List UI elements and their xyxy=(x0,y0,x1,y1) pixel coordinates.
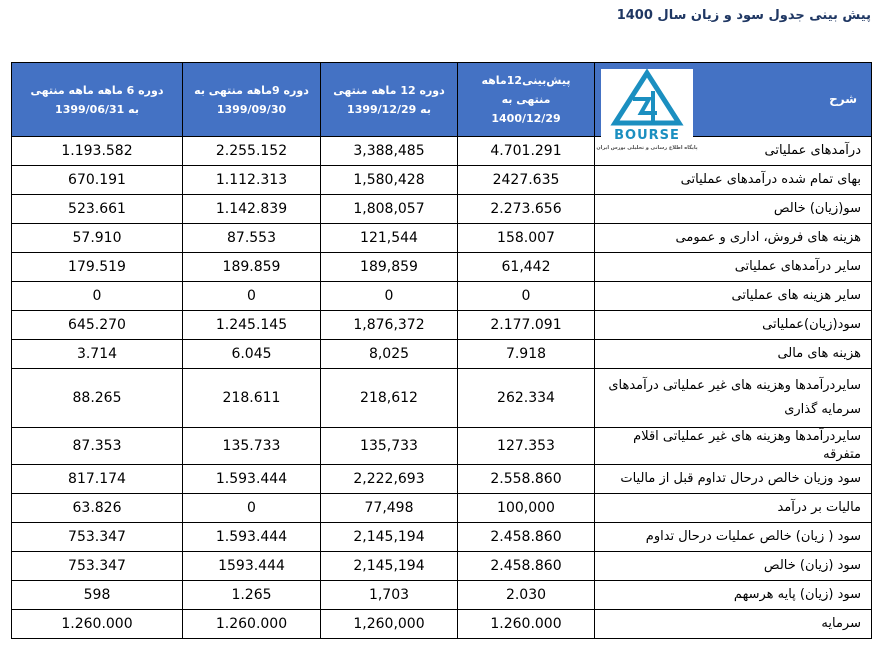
profit-loss-table xyxy=(11,62,872,639)
table-row xyxy=(12,494,872,523)
cell-9-month: 1.245.145 xyxy=(183,311,321,340)
cell-12-month: 2,145,194 xyxy=(321,552,458,581)
cell-12-month: 1,260,000 xyxy=(321,610,458,639)
cell-forecast: 0 xyxy=(458,282,595,311)
row-description: سایر درآمدهای عملیاتی xyxy=(595,253,872,282)
header-forecast-line3: 1400/12/29 xyxy=(491,112,561,125)
table-row xyxy=(12,523,872,552)
header-9m-line2: 1399/09/30 xyxy=(216,102,287,116)
cell-6-month: 3.714 xyxy=(12,340,183,369)
cell-9-month: 6.045 xyxy=(183,340,321,369)
table-row xyxy=(12,552,872,581)
cell-6-month: 645.270 xyxy=(12,311,183,340)
cell-forecast: 61,442 xyxy=(458,253,595,282)
table-row xyxy=(12,340,872,369)
table-row xyxy=(12,282,872,311)
row-description: سود (زیان) خالص xyxy=(595,552,872,581)
cell-forecast: 2.458.860 xyxy=(458,552,595,581)
cell-6-month: 87.353 xyxy=(12,428,183,465)
cell-12-month: 2,222,693 xyxy=(321,465,458,494)
cell-12-month: 1,580,428 xyxy=(321,166,458,195)
cell-forecast: 2.458.860 xyxy=(458,523,595,552)
cell-9-month: 1.112.313 xyxy=(183,166,321,195)
row-description: سود(زیان)عملیاتی xyxy=(595,311,872,340)
cell-forecast: 2.558.860 xyxy=(458,465,595,494)
row-description: سو(زیان) خالص xyxy=(595,195,872,224)
cell-forecast: 127.353 xyxy=(458,428,595,465)
cell-9-month: 1593.444 xyxy=(183,552,321,581)
cell-6-month: 57.910 xyxy=(12,224,183,253)
header-9-month-1399 xyxy=(183,63,321,137)
row-description: هزینه های فروش، اداری و عمومی xyxy=(595,224,872,253)
cell-6-month: 598 xyxy=(12,581,183,610)
cell-12-month: 1,876,372 xyxy=(321,311,458,340)
header-9m-line1: دوره 9ماهه منتهی به xyxy=(194,83,309,97)
cell-forecast: 7.918 xyxy=(458,340,595,369)
cell-6-month: 1.260.000 xyxy=(12,610,183,639)
header-forecast-line1: پیش‌بینی12ماهه xyxy=(481,74,571,87)
cell-forecast: 262.334 xyxy=(458,369,595,428)
table-row xyxy=(12,137,872,166)
cell-12-month: 121,544 xyxy=(321,224,458,253)
cell-6-month: 63.826 xyxy=(12,494,183,523)
cell-12-month: 8,025 xyxy=(321,340,458,369)
cell-6-month: 179.519 xyxy=(12,253,183,282)
cell-12-month: 1,703 xyxy=(321,581,458,610)
table-row xyxy=(12,195,872,224)
cell-9-month: 0 xyxy=(183,494,321,523)
table-header-row xyxy=(12,63,872,137)
cell-12-month: 1,808,057 xyxy=(321,195,458,224)
table-row xyxy=(12,166,872,195)
table-row xyxy=(12,311,872,340)
cell-forecast: 100,000 xyxy=(458,494,595,523)
cell-6-month: 817.174 xyxy=(12,465,183,494)
row-description: سود (زیان) پایه هرسهم xyxy=(595,581,872,610)
table-row xyxy=(12,465,872,494)
cell-12-month: 189,859 xyxy=(321,253,458,282)
cell-9-month: 218.611 xyxy=(183,369,321,428)
cell-6-month: 753.347 xyxy=(12,552,183,581)
row-description: سایردرآمدها وهزینه های غیر عملیاتی درآمدهای سرمایه گذاری xyxy=(595,369,872,428)
header-forecast-line2: منتهی به xyxy=(501,93,551,106)
cell-6-month: 670.191 xyxy=(12,166,183,195)
header-12-month-1399 xyxy=(321,63,458,137)
svg-text:پایگاه اطلاع رسانی و تحلیلی بو: پایگاه اطلاع رسانی و تحلیلی بورس ایران xyxy=(596,145,698,151)
row-description: سرمایه xyxy=(595,610,872,639)
row-description: سود وزیان خالص درحال تداوم قبل از مالیات xyxy=(595,465,872,494)
header-12m-line2: به 1399/12/29 xyxy=(347,102,431,116)
header-forecast-1400 xyxy=(458,63,595,137)
row-description: هزینه های مالی xyxy=(595,340,872,369)
cell-9-month: 2.255.152 xyxy=(183,137,321,166)
cell-9-month: 0 xyxy=(183,282,321,311)
cell-12-month: 135,733 xyxy=(321,428,458,465)
bourse-logo-icon xyxy=(596,69,698,153)
cell-9-month: 1.142.839 xyxy=(183,195,321,224)
cell-9-month: 1.260.000 xyxy=(183,610,321,639)
cell-forecast: 158.007 xyxy=(458,224,595,253)
page-title: پیش بینی جدول سود و زیان سال 1400 xyxy=(616,8,871,23)
cell-9-month: 87.553 xyxy=(183,224,321,253)
bourse-logo xyxy=(596,69,698,153)
header-12m-line1: دوره 12 ماهه منتهی xyxy=(333,83,445,97)
table-row xyxy=(12,581,872,610)
cell-9-month: 1.265 xyxy=(183,581,321,610)
table-row xyxy=(12,369,872,428)
cell-6-month: 753.347 xyxy=(12,523,183,552)
cell-12-month: 77,498 xyxy=(321,494,458,523)
row-description: سود ( زیان) خالص عملیات درحال تداوم xyxy=(595,523,872,552)
header-6m-line2: به 1399/06/31 xyxy=(55,102,139,116)
cell-6-month: 1.193.582 xyxy=(12,137,183,166)
table-row xyxy=(12,428,872,465)
cell-9-month: 1.593.444 xyxy=(183,523,321,552)
cell-12-month: 3,388,485 xyxy=(321,137,458,166)
cell-6-month: 0 xyxy=(12,282,183,311)
row-description: سایردرآمدها وهزینه های غیر عملیاتی اقلام متفرقه xyxy=(595,428,872,465)
table-row xyxy=(12,224,872,253)
row-description: بهای تمام شده درآمدهای عملیاتی xyxy=(595,166,872,195)
cell-9-month: 1.593.444 xyxy=(183,465,321,494)
table-row xyxy=(12,610,872,639)
row-description: مالیات بر درآمد xyxy=(595,494,872,523)
cell-12-month: 0 xyxy=(321,282,458,311)
row-description: سایر هزینه های عملیاتی xyxy=(595,282,872,311)
cell-forecast: 2.273.656 xyxy=(458,195,595,224)
cell-forecast: 2427.635 xyxy=(458,166,595,195)
cell-forecast: 2.177.091 xyxy=(458,311,595,340)
cell-forecast: 2.030 xyxy=(458,581,595,610)
table-row xyxy=(12,253,872,282)
cell-12-month: 2,145,194 xyxy=(321,523,458,552)
cell-12-month: 218,612 xyxy=(321,369,458,428)
cell-9-month: 135.733 xyxy=(183,428,321,465)
svg-text:BOURSE: BOURSE xyxy=(614,128,680,143)
header-6-month-1399 xyxy=(12,63,183,137)
cell-6-month: 88.265 xyxy=(12,369,183,428)
cell-9-month: 189.859 xyxy=(183,253,321,282)
cell-forecast: 4.701.291 xyxy=(458,137,595,166)
cell-forecast: 1.260.000 xyxy=(458,610,595,639)
row-description: درآمدهای عملیاتی xyxy=(595,137,872,166)
cell-6-month: 523.661 xyxy=(12,195,183,224)
header-description-label: شرح xyxy=(829,92,857,106)
header-6m-line1: دوره 6 ماهه ماهه منتهی xyxy=(30,83,164,97)
